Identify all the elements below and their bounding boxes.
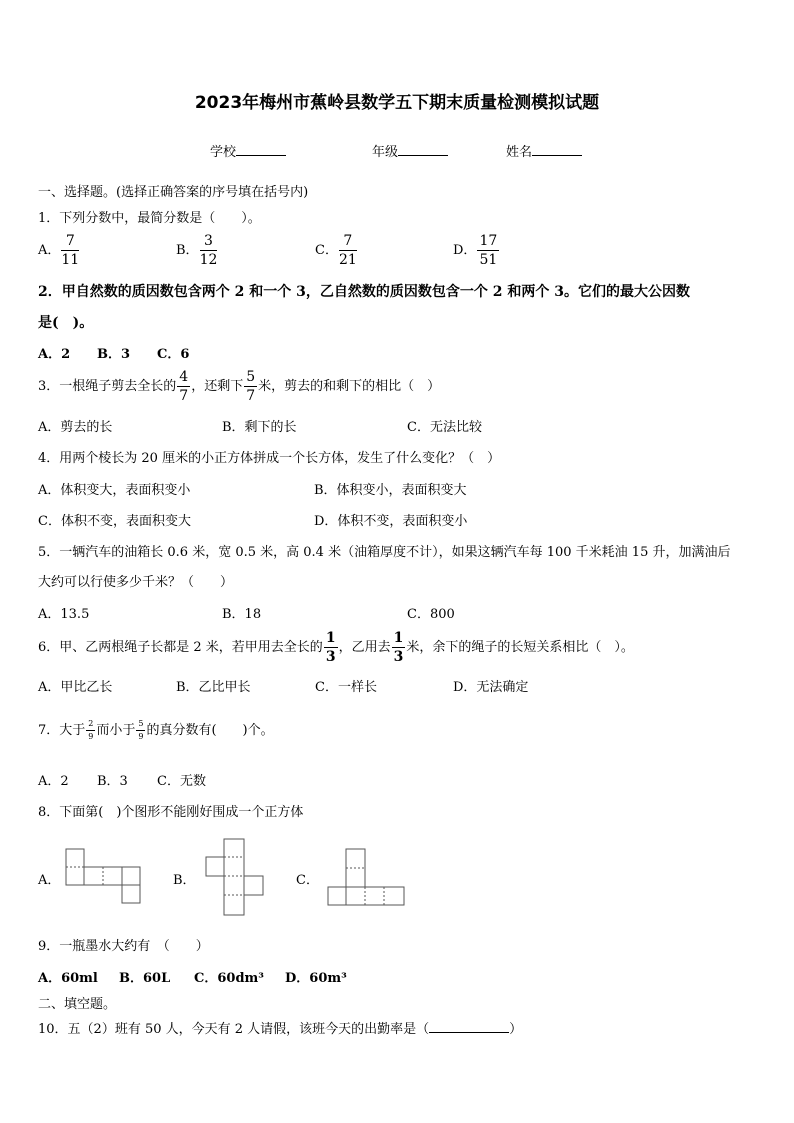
q7-option-c[interactable]: C．无数	[157, 774, 206, 789]
q6-option-d[interactable]: D．无法确定	[453, 680, 529, 695]
fraction: $\frac{17}{51}$	[479, 233, 498, 268]
question-3-stem: 3．一根绳子剪去全长的 $\frac{4}{7}$ ，还剩下 $\frac{5}{7}$ 米，剪去的和剩下的相比（ ）	[38, 369, 441, 404]
q9-option-b[interactable]: B．60L	[119, 971, 171, 986]
fraction: $\frac{5}{7}$	[246, 369, 256, 404]
q1-option-b[interactable]: B． $\frac{3}{12}$	[176, 233, 218, 268]
section-heading-fill: 二、填空题。	[38, 997, 117, 1012]
question-5-line-1: 5．一辆汽车的油箱长 0.6 米，宽 0.5 米，高 0.4 米（油箱厚度不计），如果这辆汽车每 100 千米耗油 15 升，加满油后	[38, 545, 731, 560]
question-2-line-1: 2．甲自然数的质因数包含两个 2 和一个 3，乙自然数的质因数包含一个 2 和两个 3。它们的最大公因数	[38, 284, 690, 300]
grade-field[interactable]	[372, 141, 448, 160]
fraction: $\frac{4}{7}$	[179, 369, 189, 404]
fraction: $\frac{5}{9}$	[138, 719, 144, 741]
question-2-line-2: 是( )。	[38, 315, 94, 331]
q5-option-c[interactable]: C．800	[407, 607, 455, 622]
q8-option-a-label[interactable]: A．	[38, 873, 61, 888]
q4-option-a[interactable]: A．体积变大，表面积变小	[38, 483, 191, 498]
q1-option-a[interactable]: A． $\frac{7}{11}$	[38, 233, 80, 268]
q6-option-a[interactable]: A．甲比乙长	[38, 680, 113, 695]
cube-net-c-figure	[326, 847, 406, 909]
question-10-stem: 10．五（2）班有 50 人，今天有 2 人请假，该班今天的出勤率是（ ）	[38, 1022, 523, 1037]
q3-option-a[interactable]: A．剪去的长	[38, 420, 113, 435]
section-heading-choice: 一、选择题。(选择正确答案的序号填在括号内)	[38, 185, 309, 200]
fraction: $\frac{2}{9}$	[88, 719, 94, 741]
cube-net-b-figure	[204, 837, 268, 919]
question-8-stem: 8．下面第( )个图形不能刚好围成一个正方体	[38, 805, 304, 820]
q5-option-b[interactable]: B．18	[222, 607, 262, 622]
grade-blank[interactable]	[398, 155, 448, 156]
fraction: $\frac{7}{21}$	[338, 233, 357, 268]
q1-option-c[interactable]: C． $\frac{7}{21}$	[315, 233, 357, 268]
q7-option-a[interactable]: A．2	[38, 774, 69, 789]
q10-answer-blank[interactable]	[429, 1032, 509, 1033]
q1-option-d[interactable]: D． $\frac{17}{51}$	[453, 233, 498, 268]
q6-option-b[interactable]: B．乙比甲长	[176, 680, 251, 695]
page-title: 2023年梅州市蕉岭县数学五下期末质量检测模拟试题	[194, 93, 600, 113]
q5-option-a[interactable]: A．13.5	[38, 607, 90, 622]
q6-option-c[interactable]: C．一样长	[315, 680, 377, 695]
fraction: $\frac{1}{3}$	[325, 630, 336, 665]
q4-option-c[interactable]: C．体积不变，表面积变大	[38, 514, 191, 529]
fraction: $\frac{1}{3}$	[393, 630, 404, 665]
q4-option-d[interactable]: D．体积不变，表面积变小	[314, 514, 468, 529]
school-label: 学校	[210, 145, 237, 160]
fraction: $\frac{3}{12}$	[199, 233, 218, 268]
q4-option-b[interactable]: B．体积变小，表面积变大	[314, 483, 467, 498]
name-label: 姓名	[506, 145, 533, 160]
school-field[interactable]	[210, 141, 286, 160]
grade-label: 年级	[372, 145, 399, 160]
q9-option-d[interactable]: D．60m³	[285, 971, 347, 986]
cube-net-a-figure	[64, 847, 144, 907]
fraction: $\frac{7}{11}$	[61, 233, 80, 268]
q8-option-c-label[interactable]: C．	[296, 873, 319, 888]
name-field[interactable]	[506, 141, 582, 160]
q9-option-c[interactable]: C．60dm³	[194, 971, 264, 986]
question-5-line-2: 大约可以行使多少千米？（ ）	[38, 575, 234, 590]
question-1-stem: 1．下列分数中，最简分数是（ ）。	[38, 211, 261, 226]
q9-option-a[interactable]: A．60ml	[38, 971, 98, 986]
q2-option-c[interactable]: C．6	[157, 347, 190, 362]
q3-option-c[interactable]: C．无法比较	[407, 420, 482, 435]
q2-option-a[interactable]: A．2	[38, 347, 71, 362]
question-7-stem: 7．大于 $\frac{2}{9}$ 而小于 $\frac{5}{9}$ 的真分数有( )个。	[38, 719, 274, 741]
question-9-stem: 9．一瓶墨水大约有 （ ）	[38, 939, 209, 954]
name-blank[interactable]	[532, 155, 582, 156]
q2-option-b[interactable]: B．3	[97, 347, 131, 362]
q3-option-b[interactable]: B．剩下的长	[222, 420, 297, 435]
question-4-stem: 4．用两个棱长为 20 厘米的小正方体拼成一个长方体，发生了什么变化？（ ）	[38, 451, 501, 466]
school-blank[interactable]	[236, 155, 286, 156]
q8-option-b-label[interactable]: B．	[173, 873, 196, 888]
q7-option-b[interactable]: B．3	[97, 774, 128, 789]
question-6-stem: 6．甲、乙两根绳子长都是 2 米，若甲用去全长的 $\frac{1}{3}$ ，乙用去 $\frac{1}{3}$ 米，余下的绳子的长短关系相比（ ）。	[38, 630, 634, 665]
